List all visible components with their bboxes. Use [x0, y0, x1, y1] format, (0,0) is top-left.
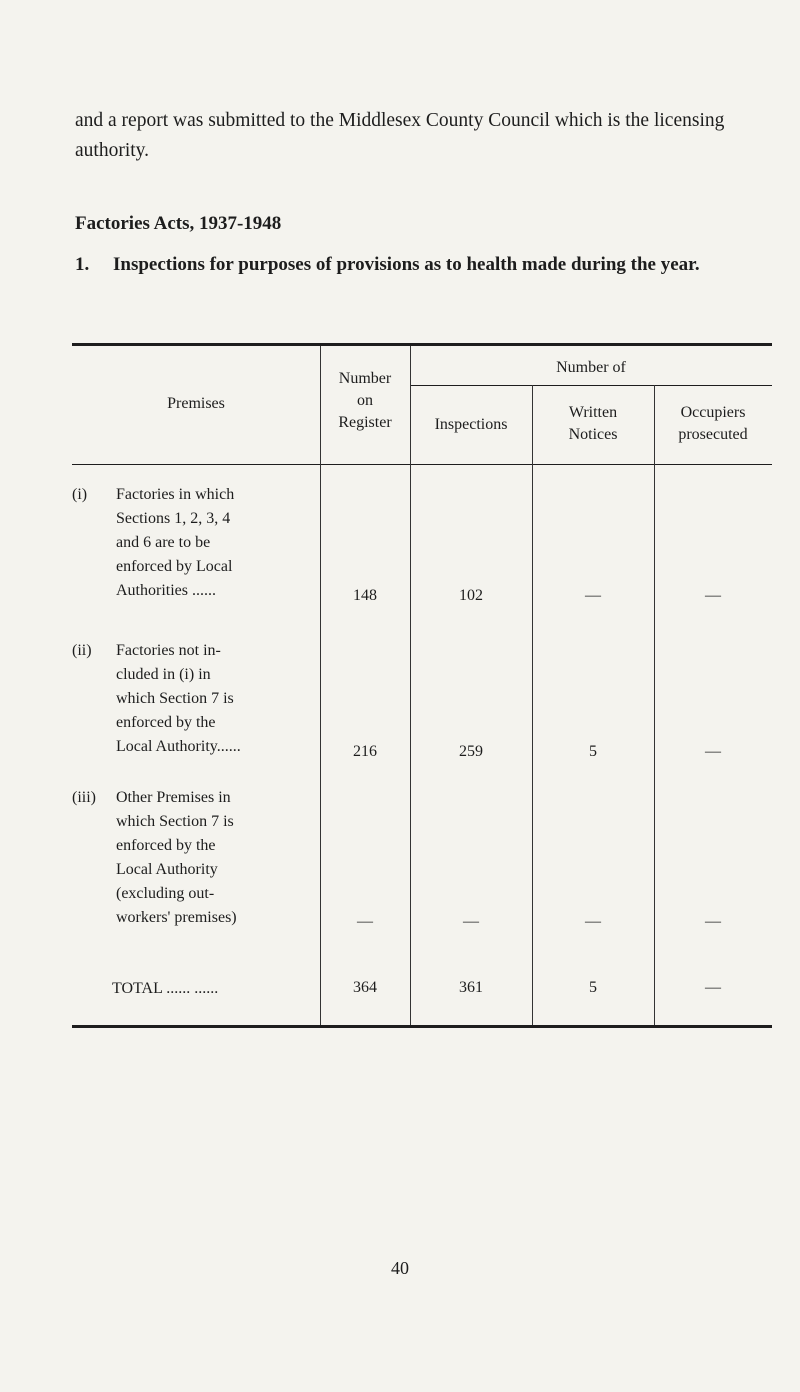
- cell-total-notices: 5: [589, 979, 597, 996]
- total-label: TOTAL ...... ......: [112, 980, 219, 997]
- cell-total-inspections: 361: [459, 979, 483, 996]
- cell-notices: —: [585, 913, 601, 930]
- number-of-underline: [410, 385, 772, 386]
- cell-total-prosecuted: —: [705, 979, 721, 996]
- numbered-item: [75, 250, 775, 280]
- header-inspections: Inspections: [434, 416, 508, 433]
- cell-register: 148: [353, 587, 377, 604]
- cell-prosecuted: —: [705, 743, 721, 760]
- column-divider: [654, 385, 655, 1025]
- cell-notices: —: [585, 587, 601, 604]
- header-written-notices: Written Notices: [568, 404, 618, 443]
- item-text: Inspections for purposes of provisions as to health made during the year.: [113, 254, 700, 275]
- item-number: 1.: [75, 254, 90, 275]
- table-row-label: (i) Factories in which Sections 1, 2, 3, 4 and 6 are to be enforced by Local Authorities ......: [72, 486, 235, 599]
- intro-paragraph: and a report was submitted to the Middlesex County Council which is the licensing authority.: [75, 110, 725, 161]
- header-number-of: Number of: [556, 359, 626, 376]
- cell-inspections: 259: [459, 743, 483, 760]
- section-heading: Factories Acts, 1937-1948: [75, 213, 282, 234]
- column-divider: [532, 385, 533, 1025]
- cell-inspections: 102: [459, 587, 483, 604]
- header-number-on-register: Number on Register: [338, 370, 392, 431]
- table-top-rule: [72, 343, 772, 346]
- cell-register: —: [357, 913, 373, 930]
- header-bottom-rule: [72, 464, 772, 465]
- cell-total-register: 364: [353, 979, 377, 996]
- inspections-table: [72, 343, 772, 1028]
- table-row-label: (ii) Factories not in- cluded in (i) in which Section 7 is enforced by the Local Authority......: [72, 642, 241, 755]
- cell-prosecuted: —: [705, 587, 721, 604]
- table-row-label: (iii) Other Premises in which Section 7 is enforced by the Local Authority (excluding out- workers' premises): [72, 789, 237, 926]
- cell-notices: 5: [589, 743, 597, 760]
- cell-prosecuted: —: [705, 913, 721, 930]
- table-bottom-rule: [72, 1025, 772, 1028]
- cell-register: 216: [353, 743, 377, 760]
- page-number: 40: [391, 1258, 409, 1278]
- cell-inspections: —: [463, 913, 479, 930]
- header-occupiers-prosecuted: Occupiers prosecuted: [678, 404, 748, 443]
- header-premises: Premises: [167, 395, 225, 412]
